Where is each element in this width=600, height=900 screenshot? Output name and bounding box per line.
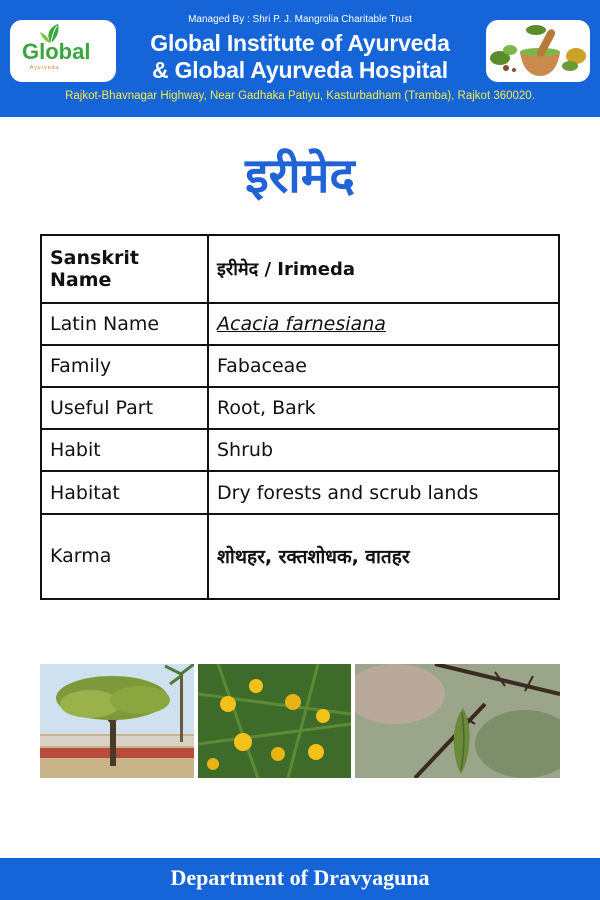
karma-label: Karma	[41, 514, 208, 599]
table-row	[41, 471, 559, 513]
sanskrit-name-value: इरीमेद / Irimeda	[208, 235, 559, 303]
latin-name-value	[208, 303, 559, 345]
family-value: Fabaceae	[208, 345, 559, 387]
sanskrit-name-label: Sanskrit Name	[41, 235, 208, 303]
acacia-tree-photo	[40, 664, 194, 778]
habit-value: Shrub	[208, 429, 559, 471]
latin-name-label: Latin Name	[41, 303, 208, 345]
latin-name-text: Acacia farnesiana	[217, 312, 386, 335]
habitat-value: Dry forests and scrub lands	[208, 471, 559, 513]
herb-info-table	[40, 234, 560, 600]
acacia-flowers-photo	[198, 664, 351, 778]
mortar-pestle-icon	[486, 20, 590, 82]
acacia-pod-photo	[355, 664, 560, 778]
page-title: इरीमेद	[245, 148, 355, 204]
habit-label: Habit	[41, 429, 208, 471]
institute-name-line1: Global Institute of Ayurveda	[150, 30, 450, 56]
global-logo	[10, 20, 116, 82]
institute-name-line2: & Global Ayurveda Hospital	[152, 57, 448, 83]
header-banner	[0, 0, 600, 117]
department-footer: Department of Dravyaguna	[0, 858, 600, 900]
table-row	[41, 303, 559, 345]
table-row	[41, 345, 559, 387]
mortar-herbs-image	[486, 20, 590, 82]
useful-part-value: Root, Bark	[208, 387, 559, 429]
habitat-label: Habitat	[41, 471, 208, 513]
family-label: Family	[41, 345, 208, 387]
useful-part-label: Useful Part	[41, 387, 208, 429]
address-text: Rajkot-Bhavnagar Highway, Near Gadhaka Patiyu, Kasturbadham (Tramba), Rajkot 360020.	[65, 90, 535, 102]
logo-subtext: Ayurveda	[30, 65, 60, 71]
table-row	[41, 387, 559, 429]
table-row	[41, 235, 559, 303]
logo-text: Global	[22, 39, 91, 64]
karma-value: शोथहर, रक्तशोधक, वातहर	[208, 514, 559, 599]
table-row	[41, 429, 559, 471]
trust-text: Managed By : Shri P. J. Mangrolia Charitable Trust	[188, 14, 412, 25]
table-row	[41, 514, 559, 599]
